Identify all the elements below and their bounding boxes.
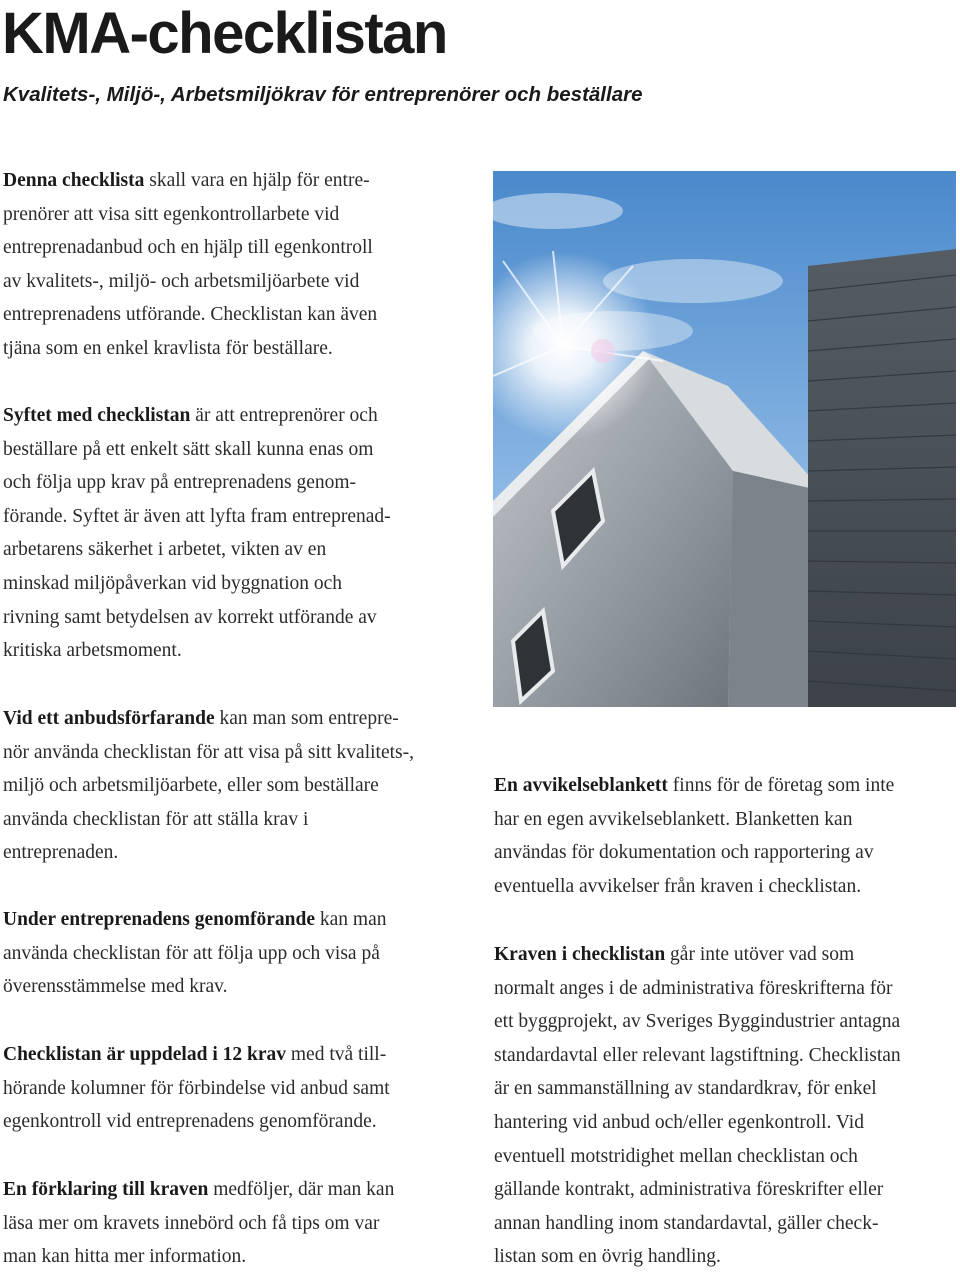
text-line (494, 769, 894, 803)
text-line: har en egen avvikelseblankett. Blanketten kan (494, 808, 853, 830)
text-line: normalt anges i de administrativa föreskrifterna för (494, 977, 893, 999)
lead-text: En avvikelseblankett (494, 775, 668, 796)
text-line: eventuella avvikelser från kraven i checklistan. (494, 875, 862, 897)
text-span: går inte utöver vad som (665, 944, 855, 965)
text-line: använda checklistan för att ställa krav i (3, 808, 309, 830)
text-line: egenkontroll vid entreprenadens genomförande. (3, 1111, 377, 1133)
text-line: annan handling inom standardavtal, gäller check- (494, 1212, 879, 1234)
page-title: KMA-checklistan (2, 1, 447, 66)
text-line (3, 903, 386, 937)
text-line (3, 1038, 390, 1072)
text-line: tjäna som en enkel kravlista för beställare. (3, 337, 333, 359)
lead-text: Syftet med checklistan (3, 405, 191, 426)
lead-text: Under entreprenadens genomförande (3, 909, 315, 930)
text-line: förande. Syftet är även att lyfta fram entreprenad- (3, 505, 391, 527)
text-line: listan som en övrig handling. (494, 1246, 721, 1268)
paragraph-structure (3, 1038, 390, 1139)
lead-text: Kraven i checklistan (494, 944, 666, 965)
text-line: gällande kontrakt, administrativa föreskrifter eller (494, 1179, 884, 1201)
lead-text: Denna checklista (3, 170, 145, 191)
text-line: arbetarens säkerhet i arbetet, vikten av en (3, 539, 327, 561)
text-span: kan man (315, 909, 387, 930)
text-line: hörande kolumner för förbindelse vid anbud samt (3, 1077, 390, 1099)
text-line: beställare på ett enkelt sätt skall kunna enas om (3, 438, 374, 460)
text-line (3, 702, 414, 736)
paragraph-intro (3, 164, 377, 366)
paragraph-explanation (3, 1173, 394, 1274)
building-photo (493, 171, 956, 707)
lead-text: Vid ett anbudsförfarande (3, 708, 215, 729)
text-line: entreprenaden. (3, 842, 119, 864)
text-line: entreprenadanbud och en hjälp till egenkontroll (3, 237, 373, 259)
text-line: kritiska arbetsmoment. (3, 640, 182, 662)
text-span: kan man som entrepre- (214, 708, 399, 729)
text-span: med två till- (286, 1044, 387, 1065)
text-line: minskad miljöpåverkan vid byggnation och (3, 572, 343, 594)
lead-text: Checklistan är uppdelad i 12 krav (3, 1044, 286, 1065)
text-line (494, 938, 901, 972)
text-line: prenörer att visa sitt egenkontrollarbete vid (3, 203, 340, 225)
text-line (3, 1173, 394, 1207)
paragraph-execution (3, 903, 386, 1004)
text-line (3, 399, 391, 433)
text-line: av kvalitets-, miljö- och arbetsmiljöarbete vid (3, 270, 360, 292)
text-span: finns för de företag som inte (667, 775, 895, 796)
text-line: man kan hitta mer information. (3, 1246, 247, 1268)
text-line: användas för dokumentation och rapportering av (494, 842, 874, 864)
text-line: hantering vid anbud och/eller egenkontroll. Vid (494, 1111, 864, 1133)
paragraph-requirements (494, 938, 901, 1274)
text-line: använda checklistan för att följa upp och visa på (3, 942, 380, 964)
text-line: och följa upp krav på entreprenadens genom- (3, 472, 357, 494)
text-line: överensstämmelse med krav. (3, 976, 228, 998)
text-line: ett byggprojekt, av Sveriges Byggindustrier antagna (494, 1011, 901, 1033)
paragraph-purpose (3, 399, 391, 668)
text-span: är att entreprenörer och (190, 405, 378, 426)
paragraph-deviation-form (494, 769, 894, 903)
text-span: skall vara en hjälp för entre- (144, 170, 370, 191)
text-line: standardavtal eller relevant lagstiftning. Checklistan (494, 1044, 901, 1066)
paragraph-tender (3, 702, 414, 870)
page-subtitle: Kvalitets-, Miljö-, Arbetsmiljökrav för entreprenörer och beställare (3, 83, 643, 106)
text-line: eventuell motstridighet mellan checklistan och (494, 1145, 858, 1167)
text-line: läsa mer om kravets innebörd och få tips om var (3, 1212, 380, 1234)
text-line: rivning samt betydelsen av korrekt utförande av (3, 606, 377, 628)
text-line: miljö och arbetsmiljöarbete, eller som beställare (3, 775, 379, 797)
text-line: entreprenadens utförande. Checklistan kan även (3, 304, 378, 326)
text-line: nör använda checklistan för att visa på sitt kvalitets-, (3, 741, 414, 763)
text-line: är en sammanställning av standardkrav, för enkel (494, 1078, 877, 1100)
text-span: medföljer, där man kan (208, 1179, 395, 1200)
lead-text: En förklaring till kraven (3, 1179, 209, 1200)
text-line (3, 164, 377, 198)
